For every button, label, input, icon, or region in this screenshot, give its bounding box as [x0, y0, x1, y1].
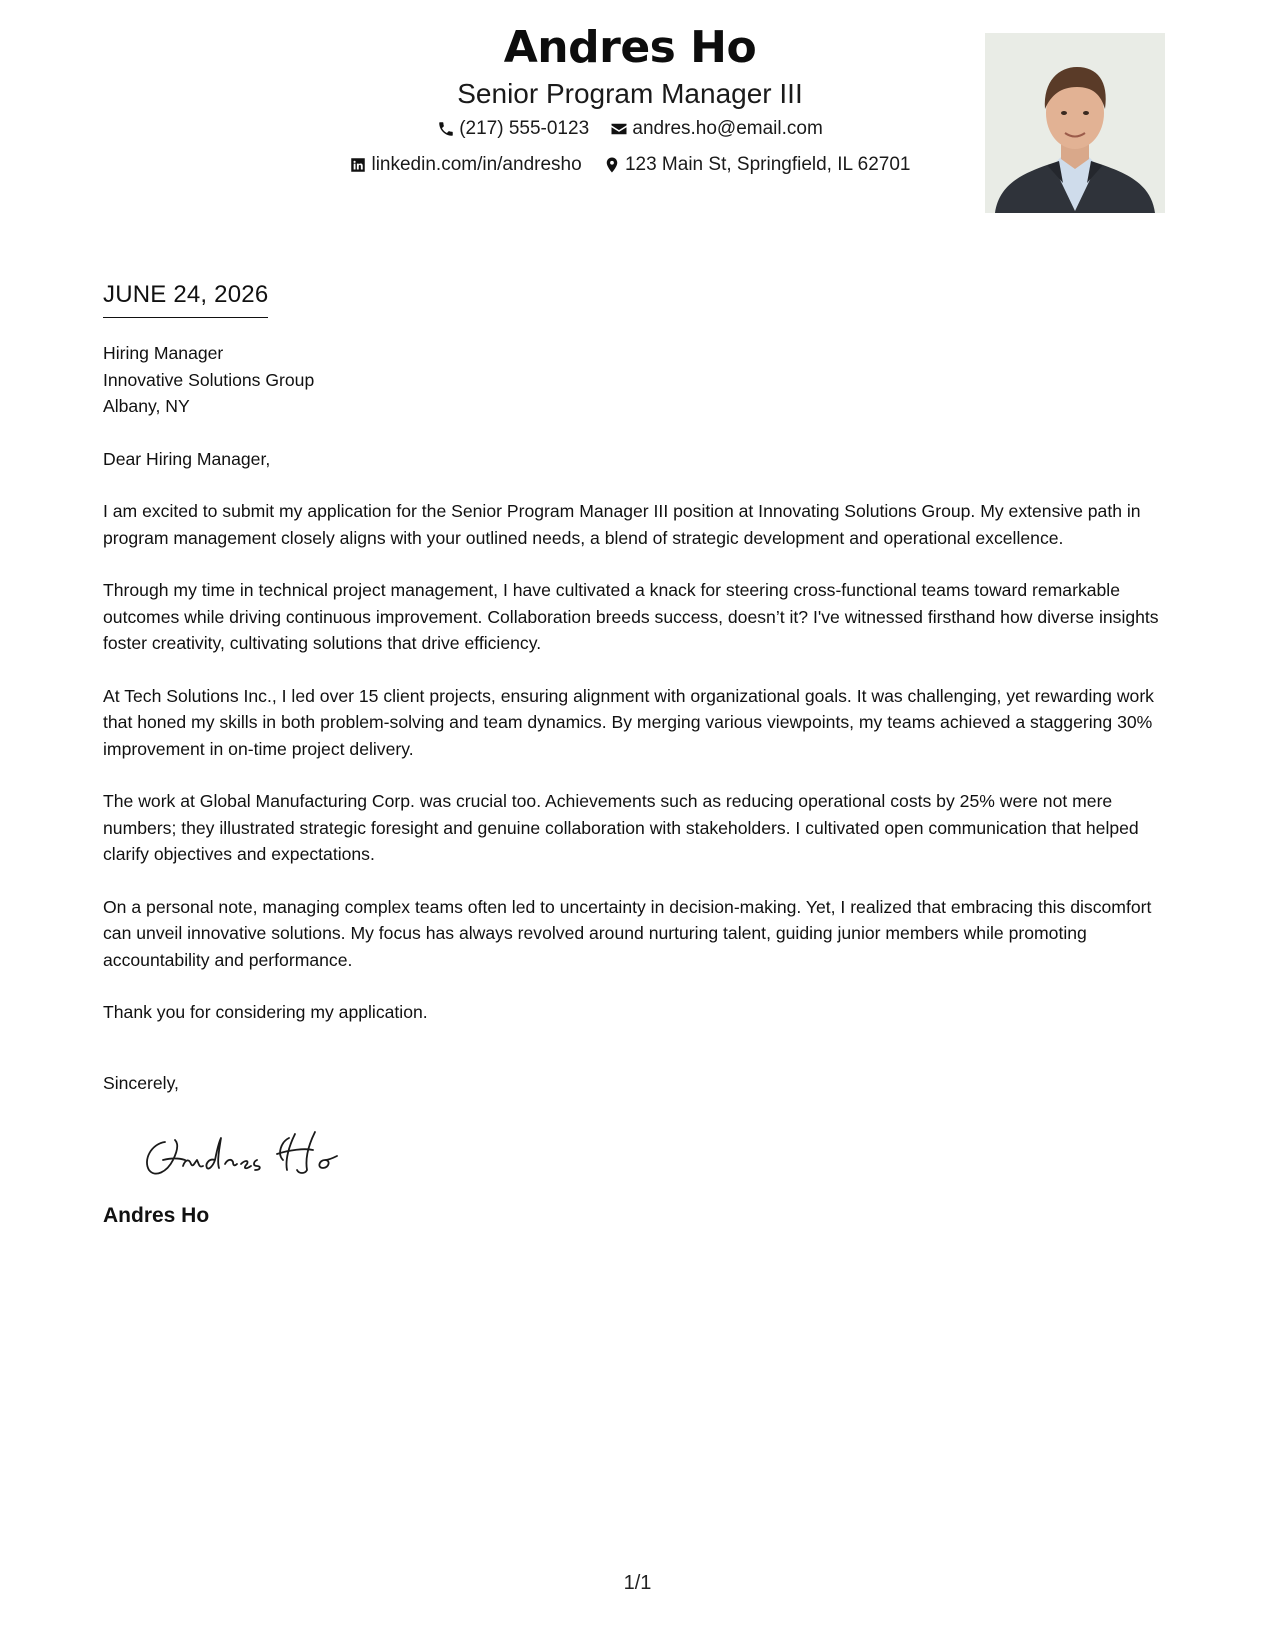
profile-photo: [985, 33, 1165, 213]
email-contact[interactable]: [610, 114, 822, 144]
letter-body: [103, 340, 1183, 1230]
applicant-name: Andres Ho: [503, 22, 757, 73]
letter-date: JUNE 24, 2026: [103, 279, 268, 318]
address-contact: [603, 150, 911, 180]
paragraph: The work at Global Manufacturing Corp. was crucial too. Achievements such as reducing operational costs by 25% were not mere numbers; they illustrated strategic foresight and genuine collaboration with stakeholders. I cultivated open communication that helped clarify objectives and expectations.: [103, 791, 1139, 864]
phone-contact: [437, 114, 589, 144]
recipient-block: [103, 340, 1183, 420]
recipient-line: Innovative Solutions Group: [103, 369, 315, 390]
page-number: 1/1: [623, 1572, 652, 1594]
phone-icon: [437, 120, 455, 138]
date-block: [103, 279, 268, 318]
applicant-title: Senior Program Manager III: [457, 78, 803, 109]
paragraph: Thank you for considering my application.: [103, 1002, 428, 1022]
closing: Sincerely,: [103, 1072, 179, 1093]
linkedin-url[interactable]: linkedin.com/in/andresho: [371, 154, 582, 175]
recipient-line: Albany, NY: [103, 396, 190, 416]
signature-image: [139, 1120, 359, 1184]
header: [300, 20, 960, 184]
linkedin-icon: [349, 156, 367, 174]
recipient-line: Hiring Manager: [103, 343, 224, 363]
signer-name: Andres Ho: [103, 1203, 210, 1227]
paragraph: Through my time in technical project management, I have cultivated a knack for steering cross-functional teams toward remarkable outcomes while driving continuous improvement. Collaboration breeds success, doesn’t it? I've witnessed firsthand how diverse insights foster creativity, cultivating solutions that drive efficiency.: [103, 580, 1159, 653]
envelope-icon: [610, 120, 628, 138]
email-address[interactable]: andres.ho@email.com: [632, 118, 823, 139]
postal-address: 123 Main St, Springfield, IL 62701: [624, 154, 911, 175]
linkedin-contact[interactable]: [349, 150, 581, 180]
salutation: Dear Hiring Manager,: [103, 448, 271, 469]
map-marker-icon: [603, 156, 621, 174]
paragraph: At Tech Solutions Inc., I led over 15 client projects, ensuring alignment with organizational goals. It was challenging, yet rewarding work that honed my skills in both problem-solving and team dynamics. By merging various viewpoints, my teams achieved a staggering 30% improvement in on-time project delivery.: [103, 685, 1154, 759]
paragraph: I am excited to submit my application for the Senior Program Manager III position at Innovating Solutions Group. My extensive path in program management closely aligns with your outlined needs, a blend of strategic development and operational excellence.: [103, 501, 1141, 548]
paragraph: On a personal note, managing complex teams often led to uncertainty in decision-making. Yet, I realized that embracing this discomfort can unveil innovative solutions. My focus has always revolved around nurturing talent, guiding junior members while promoting accountability and performance.: [103, 896, 1152, 970]
contact-row-1: [300, 114, 960, 148]
phone-number: (217) 555-0123: [459, 118, 590, 139]
contact-row-2: [300, 150, 960, 184]
